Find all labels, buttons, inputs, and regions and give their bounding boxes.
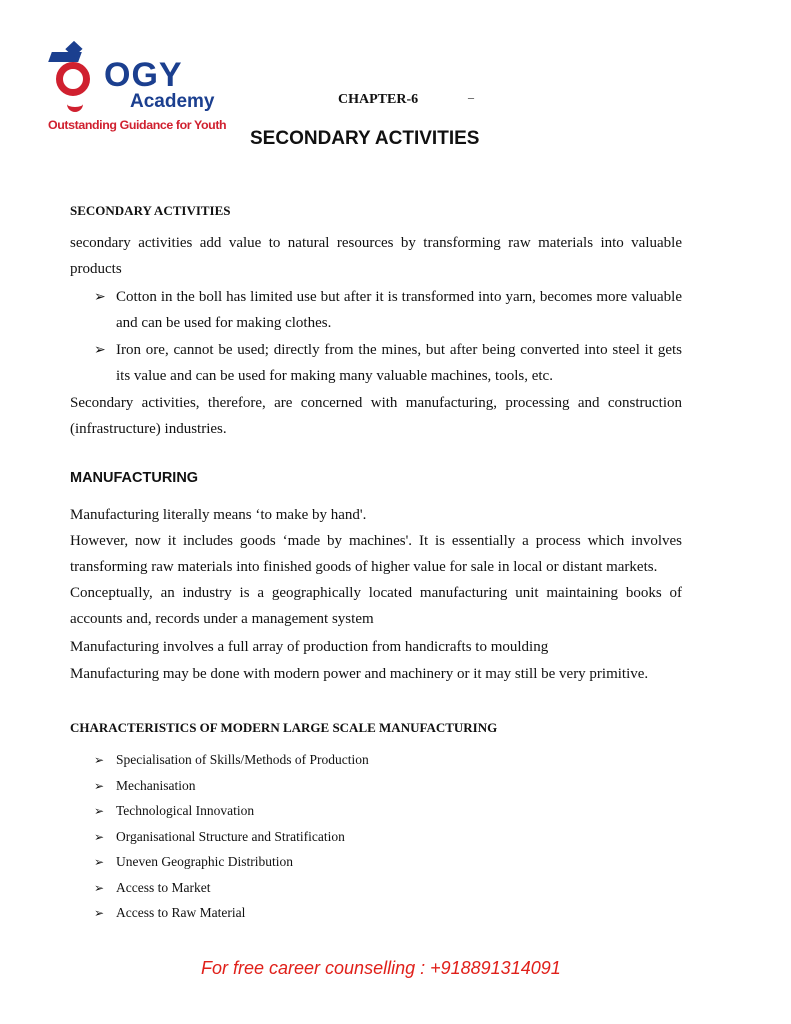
logo-sub: Academy bbox=[130, 91, 215, 112]
section-heading-characteristics: CHARACTERISTICS OF MODERN LARGE SCALE MANUFACTURING bbox=[70, 720, 498, 735]
ogy-academy-logo bbox=[48, 44, 228, 140]
chapter-label: CHAPTER-6 bbox=[338, 92, 419, 107]
bullet-text: Iron ore, cannot be used; directly from the mines, but after being converted into steel it gets its value and can be used for making many valuable machines, tools, etc. bbox=[116, 342, 682, 384]
arrow-bullet-icon: ➢ bbox=[94, 342, 106, 358]
arrow-bullet-icon: ➢ bbox=[94, 804, 105, 818]
list-item: ➢ Technological Innovation bbox=[94, 799, 369, 825]
section-heading-secondary: SECONDARY ACTIVITIES bbox=[70, 203, 231, 218]
arrow-bullet-icon: ➢ bbox=[94, 880, 105, 895]
arrow-bullet-icon: ➢ bbox=[94, 906, 105, 920]
bullet-text: Cotton in the boll has limited use but after it is transformed into yarn, becomes more valuable and can be used for making clothes. bbox=[116, 289, 682, 331]
arrow-bullet-icon: ➢ bbox=[94, 753, 105, 767]
list-item: ➢ Specialisation of Skills/Methods of Production bbox=[94, 748, 369, 774]
manufacturing-line-3: Manufacturing may be done with modern power and machinery or it may still be very primitive. bbox=[70, 666, 649, 682]
arrow-bullet-icon: ➢ bbox=[94, 829, 105, 844]
page-title: SECONDARY ACTIVITIES bbox=[250, 128, 480, 149]
intro-paragraph: secondary activities add value to natural resources by transforming raw materials into valuable products bbox=[70, 235, 682, 277]
characteristics-list bbox=[94, 748, 369, 927]
list-item: ➢ Access to Raw Material bbox=[94, 901, 369, 927]
manufacturing-line-2: Manufacturing involves a full array of production from handicrafts to moulding bbox=[70, 639, 549, 655]
logo-mark-icon bbox=[56, 62, 90, 96]
arrow-bullet-icon: ➢ bbox=[94, 855, 105, 869]
list-item: ➢ Uneven Geographic Distribution bbox=[94, 850, 369, 876]
arrow-bullet-icon: ➢ bbox=[94, 778, 105, 793]
closing-paragraph: Secondary activities, therefore, are concerned with manufacturing, processing and construction (infrastructure) industries. bbox=[70, 395, 682, 437]
list-item: ➢ Mechanisation bbox=[94, 774, 369, 800]
footer-counselling-text: For free career counselling : +918891314091 bbox=[201, 958, 561, 978]
section-heading-manufacturing: MANUFACTURING bbox=[70, 470, 199, 486]
manufacturing-paragraph-1: However, now it includes goods ‘made by machines'. It is essentially a process which involves transforming raw materials into finished goods of higher value for sale in local or distant markets. bbox=[70, 533, 682, 575]
logo-tagline: Outstanding Guidance for Youth bbox=[48, 118, 227, 132]
header-dash: _ bbox=[468, 86, 474, 100]
bullet-iron bbox=[94, 337, 682, 389]
graduation-cap-icon bbox=[48, 52, 82, 62]
logo-name: OGY bbox=[104, 56, 183, 94]
manufacturing-line-1: Manufacturing literally means ‘to make by hand'. bbox=[70, 507, 367, 523]
list-item: ➢ Access to Market bbox=[94, 876, 369, 902]
bullet-cotton bbox=[94, 284, 682, 336]
arrow-bullet-icon: ➢ bbox=[94, 289, 106, 305]
manufacturing-paragraph-2: Conceptually, an industry is a geographically located manufacturing unit maintaining books of accounts and, records under a management system bbox=[70, 585, 682, 627]
list-item: ➢ Organisational Structure and Stratification bbox=[94, 825, 369, 851]
